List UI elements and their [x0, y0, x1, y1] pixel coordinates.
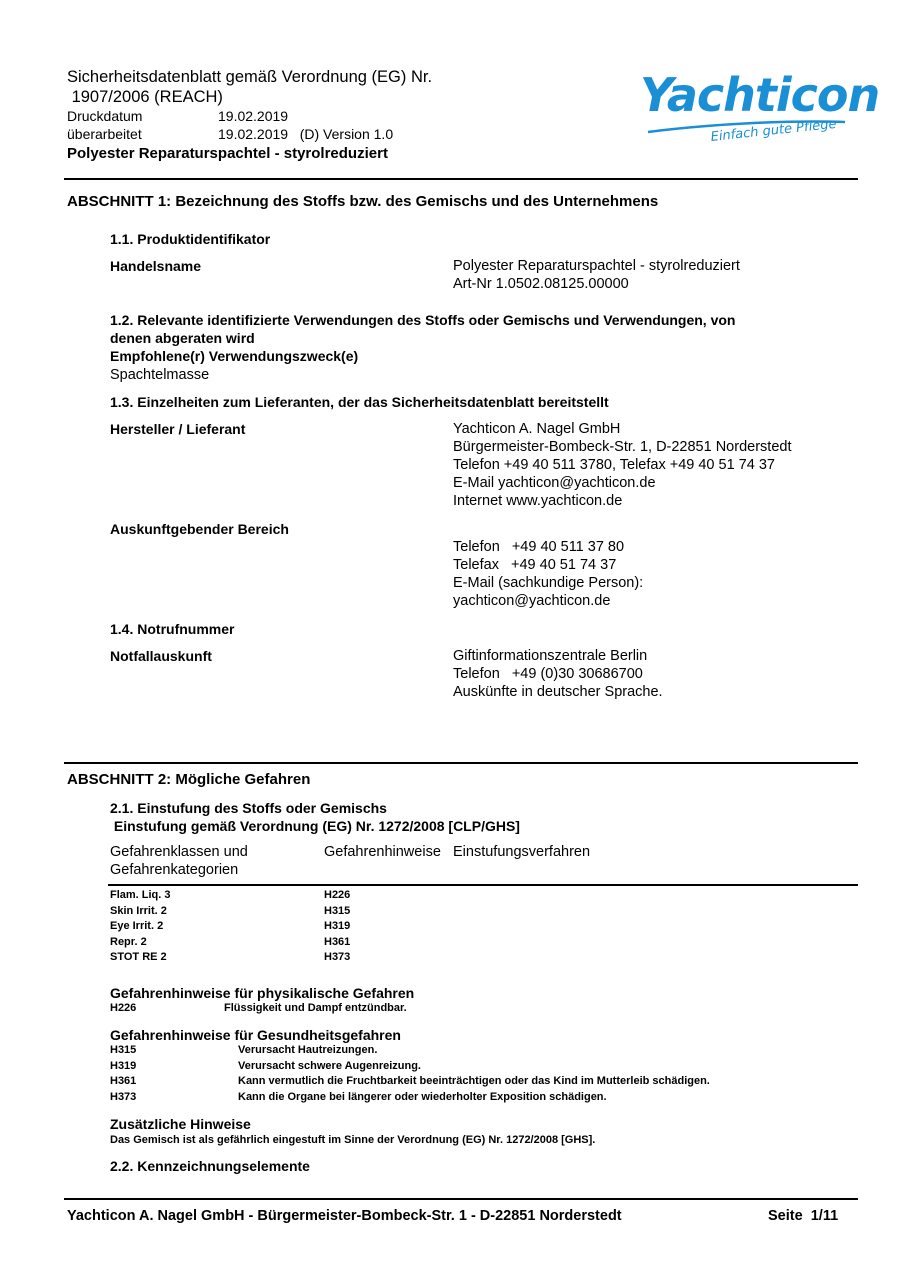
table-row	[110, 935, 350, 951]
info-phone: Telefon +49 40 511 37 80	[453, 539, 625, 555]
physical-hazards-list	[110, 1001, 407, 1017]
col-header-hazard: Gefahrenhinweise	[324, 844, 441, 860]
hazard-code: H373	[110, 1090, 137, 1103]
hazard-code-cell: H361	[324, 935, 351, 948]
class-cell: Flam. Liq. 3	[110, 889, 171, 901]
info-email: yachticon@yachticon.de	[453, 593, 611, 609]
emergency-phone: Telefon +49 (0)30 30686700	[453, 666, 643, 682]
use-label: Empfohlene(r) Verwendungszweck(e)	[110, 348, 359, 364]
hazard-code: H361	[110, 1075, 137, 1087]
health-hazards-list	[110, 1043, 710, 1105]
class-cell: Skin Irrit. 2	[110, 904, 167, 917]
page-label: Seite	[768, 1208, 803, 1224]
header-divider	[64, 178, 858, 180]
col-header-procedure: Einstufungsverfahren	[453, 844, 591, 860]
info-email-label: E-Mail (sachkundige Person):	[453, 575, 644, 591]
class-cell: Repr. 2	[110, 935, 147, 948]
hazard-code-cell: H373	[324, 951, 351, 963]
document-title-line2: 1907/2006 (REACH)	[67, 88, 223, 106]
s11-heading: 1.1. Produktidentifikator	[110, 231, 271, 247]
hazard-text: Verursacht schwere Augenreizung.	[238, 1059, 421, 1072]
hazard-code: H226	[110, 1002, 137, 1014]
s13-heading: 1.3. Einzelheiten zum Lieferanten, der das Sicherheitsdatenblatt bereitstellt	[110, 394, 609, 410]
list-item	[110, 1043, 710, 1059]
print-date-value: 19.02.2019	[218, 108, 289, 124]
hazard-code-cell: H226	[324, 889, 351, 901]
classification-table	[110, 888, 350, 966]
footer-divider	[64, 1198, 858, 1200]
s14-heading: 1.4. Notrufnummer	[110, 621, 235, 637]
info-label: Auskunftgebender Bereich	[110, 521, 289, 537]
trade-name-value	[453, 257, 740, 293]
trade-name-line: Polyester Reparaturspachtel - styrolreduziert	[453, 258, 740, 274]
hazard-code: H319	[110, 1059, 137, 1072]
emergency-language: Auskünfte in deutscher Sprache.	[453, 684, 663, 700]
s21-heading-line2: Einstufung gemäß Verordnung (EG) Nr. 1272/2008 [CLP/GHS]	[110, 818, 520, 834]
list-item	[110, 1059, 710, 1075]
emergency-label: Notfallauskunft	[110, 648, 212, 664]
company-logo	[640, 68, 880, 158]
supplier-address: Bürgermeister-Bombeck-Str. 1, D-22851 Norderstedt	[453, 439, 792, 455]
section2-heading: ABSCHNITT 2: Mögliche Gefahren	[67, 771, 311, 788]
supplier-block	[453, 420, 791, 510]
revised-label: überarbeitet	[67, 126, 142, 142]
hazard-code-cell: H319	[324, 920, 351, 932]
class-cell: Eye Irrit. 2	[110, 920, 164, 932]
s12-heading-line2: denen abgeraten wird	[110, 330, 255, 346]
footer-page-number	[768, 1208, 838, 1224]
s21-heading-line1: 2.1. Einstufung des Stoffs oder Gemischs	[110, 800, 387, 816]
supplier-email: E-Mail yachticon@yachticon.de	[453, 475, 656, 491]
list-item	[110, 1074, 710, 1090]
footer-company: Yachticon A. Nagel GmbH - Bürgermeister-Bombeck-Str. 1 - D-22851 Norderstedt	[67, 1208, 622, 1224]
trade-name-label: Handelsname	[110, 258, 202, 274]
list-item	[110, 1090, 710, 1106]
table-header-divider	[108, 884, 858, 886]
document-title-line1: Sicherheitsdatenblatt gemäß Verordnung (EG) Nr.	[67, 68, 433, 86]
hazard-code: H315	[110, 1044, 137, 1056]
page-value: 1/11	[810, 1208, 839, 1224]
list-item	[110, 1001, 407, 1017]
product-name: Polyester Reparaturspachtel - styrolreduziert	[67, 145, 388, 162]
supplier-label: Hersteller / Lieferant	[110, 421, 246, 437]
health-hazards-heading: Gefahrenhinweise für Gesundheitsgefahren	[110, 1027, 401, 1043]
s12-heading-line1: 1.2. Relevante identifizierte Verwendungen des Stoffs oder Gemischs und Verwendungen, von	[110, 312, 736, 328]
supplier-phone: Telefon +49 40 511 3780, Telefax +49 40 51 74 37	[453, 457, 775, 473]
section1-heading: ABSCHNITT 1: Bezeichnung des Stoffs bzw. des Gemischs und des Unternehmens	[67, 193, 659, 210]
use-value: Spachtelmasse	[110, 367, 210, 383]
col-header-classes	[110, 843, 248, 879]
s22-heading: 2.2. Kennzeichnungselemente	[110, 1158, 310, 1174]
logo-wordmark: Yachticon	[640, 68, 880, 122]
info-fax: Telefax +49 40 51 74 37	[453, 557, 617, 573]
emergency-block	[453, 647, 663, 701]
table-row	[110, 888, 350, 904]
hazard-text: Verursacht Hautreizungen.	[238, 1044, 378, 1056]
col-header-classes-line1: Gefahrenklassen und	[110, 844, 248, 860]
emergency-center: Giftinformationszentrale Berlin	[453, 648, 648, 664]
table-row	[110, 919, 350, 935]
revised-value: 19.02.2019 (D) Version 1.0	[218, 126, 394, 142]
supplier-website: Internet www.yachticon.de	[453, 493, 623, 509]
logo-slogan: Einfach gute Pflege	[710, 116, 838, 145]
supplier-company: Yachticon A. Nagel GmbH	[453, 421, 621, 437]
info-block	[453, 538, 643, 610]
hazard-text: Kann vermutlich die Fruchtbarkeit beeinträchtigen oder das Kind im Mutterleib schädigen.	[238, 1075, 710, 1087]
additional-notes-heading: Zusätzliche Hinweise	[110, 1116, 251, 1132]
section2-divider	[64, 762, 858, 764]
hazard-code-cell: H315	[324, 904, 351, 917]
class-cell: STOT RE 2	[110, 951, 167, 963]
print-date-label: Druckdatum	[67, 108, 143, 124]
hazard-text: Flüssigkeit und Dampf entzündbar.	[224, 1002, 407, 1014]
physical-hazards-heading: Gefahrenhinweise für physikalische Gefahren	[110, 985, 415, 1001]
hazard-text: Kann die Organe bei längerer oder wiederholter Exposition schädigen.	[238, 1090, 607, 1103]
col-header-classes-line2: Gefahrenkategorien	[110, 862, 239, 878]
additional-notes-text: Das Gemisch ist als gefährlich eingestuft im Sinne der Verordnung (EG) Nr. 1272/2008 [GHS].	[110, 1134, 596, 1146]
article-number: Art-Nr 1.0502.08125.00000	[453, 276, 629, 292]
table-row	[110, 904, 350, 920]
table-row	[110, 950, 350, 966]
